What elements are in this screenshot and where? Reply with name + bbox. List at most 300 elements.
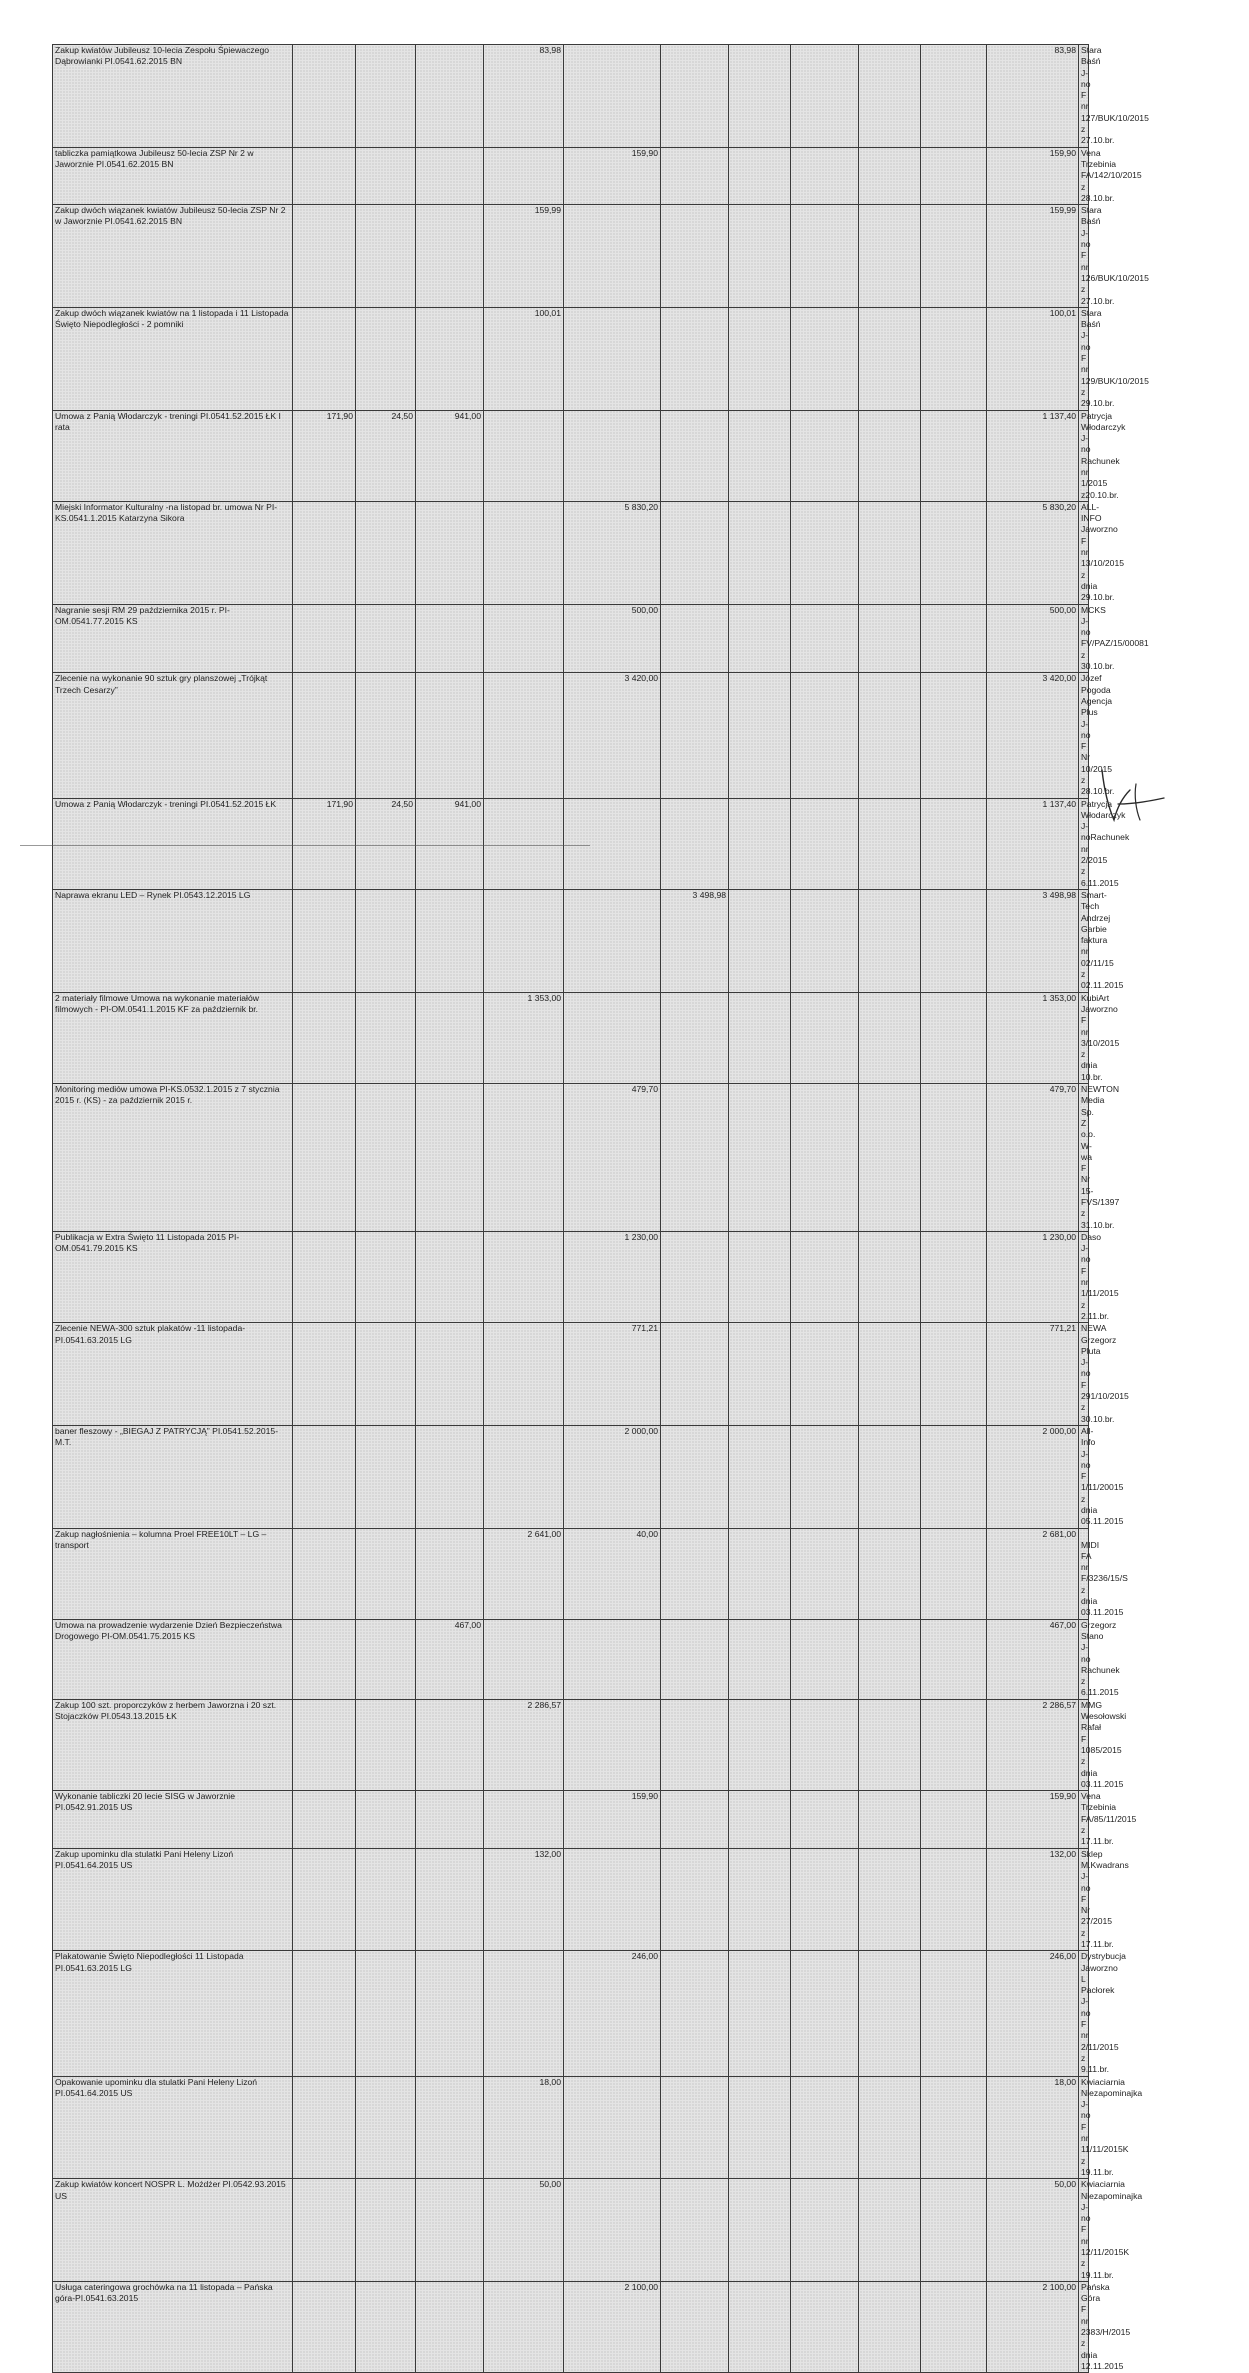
vendor-invoice <box>1079 2076 1143 2179</box>
amount-cell <box>293 604 356 673</box>
amount-cell: 941,00 <box>416 798 484 889</box>
amount-cell <box>859 501 921 604</box>
row-total: 159,90 <box>987 1791 1079 1848</box>
vendor-invoice-text: MMG Wesołowski Rafał F 1085/2015 z dnia 03.11.2015 <box>1081 1699 1127 1789</box>
vendor-invoice-text: Smart-Tech Andrzej Garbie faktura nr 02/11/15 z 02.11.2015 <box>1081 889 1124 991</box>
amount-cell <box>661 1084 729 1232</box>
amount-cell <box>293 501 356 604</box>
vendor-invoice-text: All-Info J-no F 1/11/20015 z dnia 05.11.2015 <box>1081 1425 1124 1527</box>
amount-cell <box>661 798 729 889</box>
amount-cell <box>356 205 416 308</box>
amount-cell: 2 100,00 <box>564 2281 661 2372</box>
amount-cell <box>356 2076 416 2179</box>
amount-cell <box>416 1699 484 1790</box>
table-row <box>53 2281 1249 2372</box>
amount-cell <box>356 889 416 992</box>
amount-cell <box>484 501 564 604</box>
amount-cell <box>729 1619 791 1699</box>
row-total: 3 420,00 <box>987 673 1079 798</box>
row-total: 2 681,00 <box>987 1528 1079 1619</box>
amount-cell <box>661 1619 729 1699</box>
amount-cell: 1 353,00 <box>484 992 564 1083</box>
row-total: 2 100,00 <box>987 2281 1079 2372</box>
table-row <box>53 1619 1249 1699</box>
amount-cell <box>293 1084 356 1232</box>
amount-cell <box>729 1848 791 1951</box>
amount-cell <box>921 307 987 410</box>
row-total: 50,00 <box>987 2179 1079 2282</box>
amount-cell: 771,21 <box>564 1323 661 1426</box>
table-row <box>53 1699 1249 1790</box>
row-description: 2 materiały filmowe Umowa na wykonanie materiałów filmowych - PI-OM.0541.1.2015 KF za październik br. <box>53 992 293 1083</box>
amount-cell <box>416 604 484 673</box>
table-row <box>53 604 1249 673</box>
vendor-invoice <box>1079 410 1126 501</box>
amount-cell <box>791 1848 859 1951</box>
amount-cell <box>293 2281 356 2372</box>
amount-cell <box>859 1323 921 1426</box>
amount-cell <box>921 1619 987 1699</box>
amount-cell <box>791 1231 859 1322</box>
row-total: 83,98 <box>987 45 1079 148</box>
amount-cell <box>729 798 791 889</box>
vendor-invoice-text: Pańska Góra F nr 2383/H/2015 z dnia 12.11.2015 <box>1081 2281 1131 2371</box>
amount-cell <box>791 410 859 501</box>
amount-cell <box>661 1699 729 1790</box>
amount-cell <box>484 1323 564 1426</box>
amount-cell <box>416 992 484 1083</box>
amount-cell <box>729 2281 791 2372</box>
amount-cell <box>356 1791 416 1848</box>
amount-cell <box>729 45 791 148</box>
amount-cell <box>729 147 791 204</box>
amount-cell <box>859 604 921 673</box>
amount-cell <box>921 410 987 501</box>
amount-cell <box>729 307 791 410</box>
row-total: 1 230,00 <box>987 1231 1079 1322</box>
amount-cell: 40,00 <box>564 1528 661 1619</box>
amount-cell <box>416 1323 484 1426</box>
amount-cell <box>293 1791 356 1848</box>
amount-cell: 1 230,00 <box>564 1231 661 1322</box>
row-total: 1 353,00 <box>987 992 1079 1083</box>
table-row <box>53 798 1249 889</box>
amount-cell <box>416 1848 484 1951</box>
row-description: Miejski Informator Kulturalny -na listopad br. umowa Nr PI-KS.0541.1.2015 Katarzyna Sikora <box>53 501 293 604</box>
amount-cell <box>484 604 564 673</box>
row-total: 159,90 <box>987 147 1079 204</box>
amount-cell <box>921 1528 987 1619</box>
amount-cell <box>564 307 661 410</box>
amount-cell <box>484 673 564 798</box>
amount-cell: 24,50 <box>356 798 416 889</box>
expense-table <box>52 44 1249 2373</box>
vendor-invoice-text: Stara Baśń J-no F nr 126/BUK/10/2015 z 27.10.br. <box>1081 205 1149 306</box>
vendor-invoice-text: Patrycja Włodarczyk J-noRachunek nr 2/2015 z 6.11.2015 <box>1081 798 1130 888</box>
amount-cell <box>791 1791 859 1848</box>
amount-cell <box>859 1699 921 1790</box>
amount-cell <box>484 1084 564 1232</box>
amount-cell <box>859 307 921 410</box>
amount-cell <box>484 410 564 501</box>
row-description: Umowa z Panią Włodarczyk - treningi PI.0541.52.2015 ŁK I rata <box>53 410 293 501</box>
amount-cell: 467,00 <box>416 1619 484 1699</box>
amount-cell <box>661 501 729 604</box>
amount-cell <box>484 889 564 992</box>
amount-cell <box>791 604 859 673</box>
amount-cell <box>661 1848 729 1951</box>
amount-cell <box>293 1425 356 1528</box>
vendor-invoice <box>1079 992 1120 1083</box>
amount-cell <box>859 205 921 308</box>
vendor-invoice <box>1079 1619 1120 1699</box>
row-total: 479,70 <box>987 1084 1079 1232</box>
table-row <box>53 1791 1249 1848</box>
table-row <box>53 147 1249 204</box>
amount-cell <box>293 1699 356 1790</box>
amount-cell <box>791 1528 859 1619</box>
amount-cell <box>729 1528 791 1619</box>
row-total: 467,00 <box>987 1619 1079 1699</box>
amount-cell <box>859 1231 921 1322</box>
vendor-invoice-text: NEWTON Media Sp. Z o.o. W-wa F Nr 15-FVS/1397 z 31.10.br. <box>1081 1084 1120 1230</box>
amount-cell <box>293 45 356 148</box>
vendor-invoice-text: Vena Trzebinia FA/85/11/2015 z 17.11.br. <box>1081 1791 1137 1847</box>
amount-cell <box>729 673 791 798</box>
amount-cell <box>791 1699 859 1790</box>
vendor-invoice <box>1079 1951 1126 2076</box>
amount-cell <box>564 45 661 148</box>
amount-cell <box>356 45 416 148</box>
amount-cell <box>791 1323 859 1426</box>
row-total: 18,00 <box>987 2076 1079 2179</box>
amount-cell <box>661 2179 729 2282</box>
amount-cell <box>921 45 987 148</box>
amount-cell <box>356 1528 416 1619</box>
row-description: Zakup 100 szt. proporczyków z herbem Jaworzna i 20 szt. Stojaczków PI.0543.13.2015 ŁK <box>53 1699 293 1790</box>
vendor-invoice <box>1079 2179 1143 2282</box>
vendor-invoice <box>1079 1528 1128 1619</box>
amount-cell: 500,00 <box>564 604 661 673</box>
amount-cell <box>416 1528 484 1619</box>
amount-cell <box>661 205 729 308</box>
vendor-invoice <box>1079 673 1115 798</box>
amount-cell <box>564 2076 661 2179</box>
table-row <box>53 889 1249 992</box>
amount-cell <box>791 2076 859 2179</box>
vendor-invoice <box>1079 1791 1137 1848</box>
amount-cell <box>729 992 791 1083</box>
amount-cell <box>564 889 661 992</box>
amount-cell <box>921 1323 987 1426</box>
vendor-invoice <box>1079 205 1149 308</box>
table-row <box>53 501 1249 604</box>
amount-cell <box>859 410 921 501</box>
amount-cell <box>791 205 859 308</box>
amount-cell: 3 498,98 <box>661 889 729 992</box>
vendor-invoice <box>1079 1699 1127 1790</box>
amount-cell <box>293 205 356 308</box>
amount-cell <box>356 147 416 204</box>
amount-cell <box>416 307 484 410</box>
amount-cell: 83,98 <box>484 45 564 148</box>
amount-cell <box>293 1619 356 1699</box>
amount-cell <box>921 205 987 308</box>
vendor-invoice <box>1079 45 1149 148</box>
amount-cell <box>729 1323 791 1426</box>
amount-cell <box>293 2076 356 2179</box>
amount-cell <box>791 1951 859 2076</box>
amount-cell <box>921 1951 987 2076</box>
amount-cell <box>356 2281 416 2372</box>
amount-cell <box>661 1323 729 1426</box>
amount-cell <box>416 2179 484 2282</box>
amount-cell <box>416 1791 484 1848</box>
row-total: 159,99 <box>987 205 1079 308</box>
amount-cell <box>356 307 416 410</box>
table-row <box>53 1425 1249 1528</box>
amount-cell <box>791 992 859 1083</box>
amount-cell: 159,99 <box>484 205 564 308</box>
amount-cell <box>416 889 484 992</box>
row-description: Umowa z Panią Włodarczyk - treningi PI.0541.52.2015 ŁK <box>53 798 293 889</box>
amount-cell <box>564 410 661 501</box>
amount-cell <box>859 992 921 1083</box>
amount-cell <box>484 147 564 204</box>
amount-cell <box>729 2076 791 2179</box>
vendor-invoice <box>1079 1425 1124 1528</box>
table-row <box>53 992 1249 1083</box>
table-row <box>53 2179 1249 2282</box>
amount-cell <box>859 1084 921 1232</box>
amount-cell <box>859 147 921 204</box>
row-description: Zakup nagłośnienia – kolumna Proel FREE10LT – LG – transport <box>53 1528 293 1619</box>
amount-cell <box>729 410 791 501</box>
amount-cell <box>921 2179 987 2282</box>
amount-cell <box>791 307 859 410</box>
amount-cell <box>564 205 661 308</box>
row-total: 2 000,00 <box>987 1425 1079 1528</box>
amount-cell <box>564 798 661 889</box>
amount-cell <box>859 1528 921 1619</box>
vendor-invoice <box>1079 147 1142 204</box>
amount-cell <box>791 798 859 889</box>
table-row <box>53 410 1249 501</box>
amount-cell <box>416 501 484 604</box>
row-total: 132,00 <box>987 1848 1079 1951</box>
amount-cell <box>661 1528 729 1619</box>
vendor-invoice <box>1079 798 1130 889</box>
amount-cell <box>484 1231 564 1322</box>
vendor-invoice <box>1079 501 1125 604</box>
amount-cell <box>661 1425 729 1528</box>
amount-cell <box>729 1425 791 1528</box>
amount-cell <box>416 1425 484 1528</box>
row-description: tabliczka pamiątkowa Jubileusz 50-lecia ZSP Nr 2 w Jaworznie PI.0541.62.2015 BN <box>53 147 293 204</box>
page-bottom-edge <box>20 845 590 846</box>
vendor-invoice-text: Patrycja Włodarczyk J-no Rachunek nr 1/2015 z20.10.br. <box>1081 410 1126 500</box>
amount-cell <box>791 2281 859 2372</box>
table-row <box>53 307 1249 410</box>
amount-cell <box>921 1231 987 1322</box>
vendor-invoice-text: Stara Baśń J-no F nr 127/BUK/10/2015 z 27.10.br. <box>1081 45 1149 146</box>
table-row <box>53 673 1249 798</box>
table-row <box>53 2076 1249 2179</box>
amount-cell <box>356 1425 416 1528</box>
vendor-invoice <box>1079 1848 1129 1951</box>
scanned-ledger-sheet <box>52 44 1168 2373</box>
row-description: Plakatowanie Święto Niepodległości 11 Listopada PI.0541.63.2015 LG <box>53 1951 293 2076</box>
amount-cell <box>661 1231 729 1322</box>
amount-cell <box>293 1848 356 1951</box>
table-row <box>53 1084 1249 1232</box>
amount-cell <box>416 147 484 204</box>
amount-cell: 2 641,00 <box>484 1528 564 1619</box>
amount-cell <box>921 2076 987 2179</box>
vendor-invoice <box>1079 307 1149 410</box>
amount-cell <box>484 1951 564 2076</box>
amount-cell <box>356 1699 416 1790</box>
amount-cell <box>293 147 356 204</box>
amount-cell <box>859 2179 921 2282</box>
row-total: 100,01 <box>987 307 1079 410</box>
amount-cell <box>416 1231 484 1322</box>
amount-cell <box>356 1848 416 1951</box>
amount-cell <box>921 604 987 673</box>
amount-cell <box>661 2076 729 2179</box>
amount-cell: 5 830,20 <box>564 501 661 604</box>
table-body <box>53 45 1249 2373</box>
amount-cell <box>356 1323 416 1426</box>
amount-cell <box>729 1231 791 1322</box>
amount-cell <box>921 673 987 798</box>
amount-cell: 18,00 <box>484 2076 564 2179</box>
amount-cell <box>921 1425 987 1528</box>
row-description: Opakowanie upominku dla stulatki Pani Heleny Lizoń PI.0541.64.2015 US <box>53 2076 293 2179</box>
amount-cell <box>484 798 564 889</box>
amount-cell <box>484 1425 564 1528</box>
amount-cell <box>859 45 921 148</box>
row-total: 246,00 <box>987 1951 1079 2076</box>
amount-cell <box>293 1951 356 2076</box>
amount-cell <box>859 798 921 889</box>
table-row <box>53 1528 1249 1619</box>
amount-cell <box>293 673 356 798</box>
amount-cell <box>859 673 921 798</box>
vendor-invoice <box>1079 1231 1119 1322</box>
amount-cell <box>293 889 356 992</box>
amount-cell <box>791 1084 859 1232</box>
amount-cell <box>729 889 791 992</box>
table-row <box>53 1231 1249 1322</box>
amount-cell: 24,50 <box>356 410 416 501</box>
table-row <box>53 1323 1249 1426</box>
row-description: Usługa cateringowa grochówka na 11 listopada – Pańska góra-PI.0541.63.2015 <box>53 2281 293 2372</box>
row-total: 3 498,98 <box>987 889 1079 992</box>
amount-cell <box>661 1951 729 2076</box>
amount-cell <box>293 1528 356 1619</box>
vendor-invoice-text: NEWA Grzegorz Pluta J-no F 291/10/2015 z 30.10.br. <box>1081 1323 1129 1424</box>
vendor-invoice <box>1079 1323 1129 1426</box>
amount-cell <box>564 2179 661 2282</box>
amount-cell <box>859 2281 921 2372</box>
row-total: 2 286,57 <box>987 1699 1079 1790</box>
amount-cell <box>416 205 484 308</box>
amount-cell: 171,90 <box>293 410 356 501</box>
vendor-invoice <box>1079 2281 1131 2372</box>
amount-cell <box>416 45 484 148</box>
amount-cell <box>356 1084 416 1232</box>
amount-cell <box>921 1848 987 1951</box>
amount-cell <box>564 1848 661 1951</box>
amount-cell <box>356 604 416 673</box>
handwritten-signature <box>1090 760 1170 830</box>
amount-cell <box>356 1619 416 1699</box>
amount-cell <box>564 1699 661 1790</box>
amount-cell <box>921 1699 987 1790</box>
amount-cell <box>661 1791 729 1848</box>
amount-cell <box>859 1619 921 1699</box>
table-row <box>53 45 1249 148</box>
vendor-invoice-text: Stara Baśń J-no F nr 129/BUK/10/2015 z 29.10.br. <box>1081 307 1149 409</box>
amount-cell: 2 000,00 <box>564 1425 661 1528</box>
row-description: Zakup kwiatów Jubileusz 10-lecia Zespołu Śpiewaczego Dąbrowianki PI.0541.62.2015 BN <box>53 45 293 148</box>
table-row <box>53 1951 1249 2076</box>
amount-cell <box>859 1848 921 1951</box>
amount-cell <box>791 2179 859 2282</box>
amount-cell <box>416 2281 484 2372</box>
amount-cell <box>921 992 987 1083</box>
amount-cell <box>921 1084 987 1232</box>
amount-cell <box>293 307 356 410</box>
amount-cell <box>859 1791 921 1848</box>
amount-cell <box>859 889 921 992</box>
amount-cell <box>921 147 987 204</box>
amount-cell <box>661 147 729 204</box>
amount-cell <box>791 45 859 148</box>
table-row <box>53 1848 1249 1951</box>
vendor-invoice <box>1079 604 1149 673</box>
row-description: baner fleszowy - „BIEGAJ Z PATRYCJĄ” PI.0541.52.2015- M.T. <box>53 1425 293 1528</box>
amount-cell <box>791 501 859 604</box>
amount-cell <box>356 1951 416 2076</box>
vendor-invoice-text: MIDI FA nr F/3236/15/S z dnia 03.11.2015 <box>1081 1539 1128 1618</box>
amount-cell <box>791 1619 859 1699</box>
amount-cell <box>484 1791 564 1848</box>
table-row <box>53 205 1249 308</box>
row-total: 771,21 <box>987 1323 1079 1426</box>
amount-cell <box>729 1791 791 1848</box>
row-description: Wykonanie tabliczki 20 lecie SISG w Jaworznie PI.0542.91.2015 US <box>53 1791 293 1848</box>
amount-cell: 479,70 <box>564 1084 661 1232</box>
amount-cell <box>791 673 859 798</box>
amount-cell <box>791 147 859 204</box>
vendor-invoice-text: Daso J-no F nr 1/11/2015 z 2.11.br. <box>1081 1231 1119 1321</box>
amount-cell: 246,00 <box>564 1951 661 2076</box>
row-description: Nagranie sesji RM 29 października 2015 r. PI-OM.0541.77.2015 KS <box>53 604 293 673</box>
vendor-invoice-text: Kwiaciarnia Niezapominajka J-no F nr 12/11/2015K z 19.11.br. <box>1081 2179 1143 2280</box>
row-total: 1 137,40 <box>987 798 1079 889</box>
vendor-invoice-text: Grzegorz Stano J-no Rachunek z 6.11.2015 <box>1081 1619 1120 1698</box>
row-description: Monitoring mediów umowa PI-KS.0532.1.2015 z 7 stycznia 2015 r. (KS) - za październik 2015 r. <box>53 1084 293 1232</box>
amount-cell <box>293 1231 356 1322</box>
amount-cell: 50,00 <box>484 2179 564 2282</box>
amount-cell <box>729 1699 791 1790</box>
amount-cell: 100,01 <box>484 307 564 410</box>
amount-cell <box>661 604 729 673</box>
amount-cell <box>859 1951 921 2076</box>
amount-cell <box>416 673 484 798</box>
